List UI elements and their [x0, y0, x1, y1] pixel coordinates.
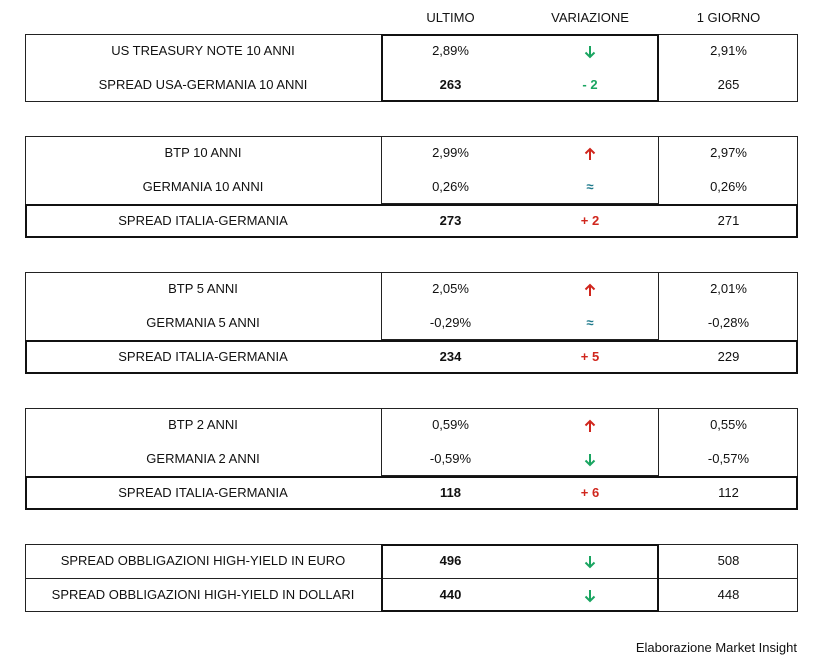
row-last: -0,59% [429, 451, 472, 466]
group-btp-10 [25, 136, 798, 238]
row-name: SPREAD ITALIA-GERMANIA [118, 485, 288, 500]
group-btp-2 [25, 408, 798, 510]
header-day: 1 GIORNO [696, 10, 761, 25]
row-last: 273 [439, 213, 462, 228]
row-last: 2,89% [432, 43, 469, 58]
row-change: - 2 [582, 77, 598, 92]
row-day: -0,28% [707, 315, 750, 330]
group-btp-5 [25, 272, 798, 374]
row-name: BTP 10 ANNI [164, 145, 242, 160]
group-high-yield [25, 544, 798, 612]
table-row [25, 34, 798, 68]
row-last: 118 [440, 485, 461, 500]
row-name: SPREAD ITALIA-GERMANIA [118, 213, 288, 228]
row-day: 448 [717, 587, 740, 602]
row-name: GERMANIA 2 ANNI [146, 451, 260, 466]
header-last: ULTIMO [426, 10, 475, 25]
table-row [25, 340, 798, 374]
row-last: 0,26% [432, 179, 469, 194]
approx-icon: ≈ [586, 315, 594, 330]
arrow-down-icon [522, 34, 658, 68]
row-day: 0,26% [710, 179, 747, 194]
row-last: -0,29% [429, 315, 472, 330]
arrow-down-icon [522, 578, 658, 612]
row-last: 0,59% [432, 417, 469, 432]
row-change: + 6 [580, 485, 600, 500]
arrow-up-icon [522, 136, 658, 170]
table-row [25, 204, 798, 238]
row-name: US TREASURY NOTE 10 ANNI [111, 43, 295, 58]
row-day: 229 [717, 349, 740, 364]
approx-icon: ≈ [586, 179, 594, 194]
table-row [25, 68, 798, 102]
group-usa [25, 34, 798, 102]
row-day: 271 [717, 213, 740, 228]
row-day: -0,57% [707, 451, 750, 466]
table-row [25, 170, 798, 204]
table-row [25, 136, 798, 170]
table-row [25, 272, 798, 306]
row-last: 263 [439, 77, 462, 92]
arrow-down-icon [522, 442, 658, 476]
row-change: + 2 [580, 213, 600, 228]
table-row [25, 306, 798, 340]
row-day: 2,97% [710, 145, 747, 160]
table-row [25, 476, 798, 510]
row-last: 234 [439, 349, 462, 364]
table-row [25, 442, 798, 476]
row-name: SPREAD ITALIA-GERMANIA [118, 349, 288, 364]
row-name: BTP 2 ANNI [168, 417, 238, 432]
row-last: 440 [439, 587, 462, 602]
table-row [25, 578, 798, 612]
row-change: + 5 [580, 349, 600, 364]
row-name: SPREAD USA-GERMANIA 10 ANNI [98, 77, 308, 92]
table-row [25, 544, 798, 578]
row-name: SPREAD OBBLIGAZIONI HIGH-YIELD IN DOLLARI [51, 587, 355, 602]
arrow-down-icon [522, 544, 658, 578]
row-day: 112 [718, 485, 739, 500]
footer-credit: Elaborazione Market Insight [635, 640, 797, 655]
row-day: 2,01% [710, 281, 747, 296]
row-last: 496 [439, 553, 462, 568]
header-change: VARIAZIONE [551, 10, 629, 25]
row-name: SPREAD OBBLIGAZIONI HIGH-YIELD IN EURO [60, 553, 346, 568]
row-day: 508 [717, 553, 740, 568]
row-day: 0,55% [710, 417, 747, 432]
row-name: GERMANIA 5 ANNI [146, 315, 260, 330]
row-last: 2,99% [432, 145, 469, 160]
arrow-up-icon [522, 408, 658, 442]
arrow-up-icon [522, 272, 658, 306]
row-last: 2,05% [432, 281, 469, 296]
table-row [25, 408, 798, 442]
row-day: 2,91% [710, 43, 747, 58]
row-day: 265 [717, 77, 740, 92]
row-name: GERMANIA 10 ANNI [142, 179, 264, 194]
row-name: BTP 5 ANNI [168, 281, 238, 296]
